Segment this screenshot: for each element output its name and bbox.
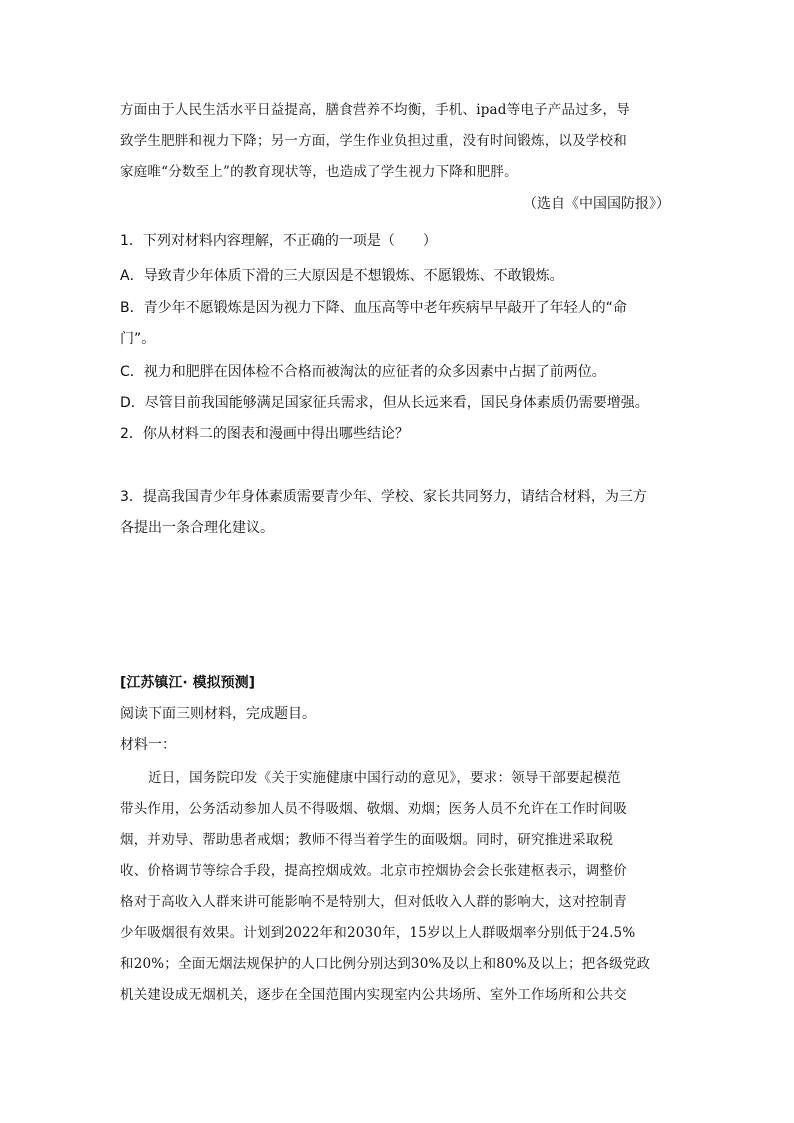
question-1-option-c: C．视力和肥胖在因体检不合格而被淘汰的应征者的众多因素中占据了前两位。	[120, 364, 606, 380]
question-3: 3．提高我国青少年身体素质需要青少年、学校、家长共同努力，请结合材料，为三方	[120, 489, 647, 505]
question-1-option-b: B．青少年不愿锻炼是因为视力下降、血压高等中老年疾病早早敲开了年轻人的“命	[120, 300, 627, 316]
material-line: 收、价格调节等综合手段，提高控烟成效。北京市控烟协会会长张建枢表示，调整价	[120, 863, 627, 879]
passage-line: 家庭唯“分数至上”的教育现状等，也造成了学生视力下降和肥胖。	[120, 164, 518, 180]
passage-line: 方面由于人民生活水平日益提高，膳食营养不均衡，手机、ipad等电子产品过多，导	[120, 102, 630, 118]
material-line: 带头作用，公务活动参加人员不得吸烟、敬烟、劝烟；医务人员不允许在工作时间吸	[120, 801, 627, 817]
material-line: 机关建设成无烟机关，逐步在全国范围内实现室内公共场所、室外工作场所和公共交	[120, 987, 627, 1003]
passage-line: 致学生肥胖和视力下降；另一方面，学生作业负担过重，没有时间锻炼，以及学校和	[120, 133, 627, 149]
material-line: 和20%；全面无烟法规保护的人口比例分别达到30%及以上和80%及以上；把各级党政	[120, 956, 651, 972]
question-3-continued: 各提出一条合理化建议。	[120, 520, 274, 536]
question-1-option-a: A．导致青少年体质下滑的三大原因是不想锻炼、不愿锻炼、不敢锻炼。	[120, 268, 564, 284]
instruction: 阅读下面三则材料，完成题目。	[120, 706, 316, 722]
question-2: 2．你从材料二的图表和漫画中得出哪些结论？	[120, 426, 409, 442]
material-line: 烟，并劝导、帮助患者戒烟；教师不得当着学生的面吸烟。同时，研究推进采取税	[120, 832, 614, 848]
material-line: 少年吸烟很有效果。计划到2022年和2030年，15岁以上人群吸烟率分别低于24.5%	[120, 925, 636, 941]
question-1-option-d: D．尽管目前我国能够满足国家征兵需求，但从长远来看，国民身体素质仍需要增强。	[120, 395, 649, 411]
material-line: 格对于高收入人群来讲可能影响不是特别大，但对低收入人群的影响大，这对控制青	[120, 894, 627, 910]
question-1-option-b-continued: 门”。	[120, 331, 156, 347]
source-citation: （选自《中国国防报》）	[523, 196, 670, 212]
material-line: 近日，国务院印发《关于实施健康中国行动的意见》，要求：领导干部要起模范	[148, 770, 621, 786]
material-label: 材料一：	[120, 737, 176, 753]
question-1-stem: 1．下列对材料内容理解，不正确的一项是（ ）	[120, 233, 437, 249]
section-title: [江苏镇江· 模拟预测]	[120, 675, 255, 691]
